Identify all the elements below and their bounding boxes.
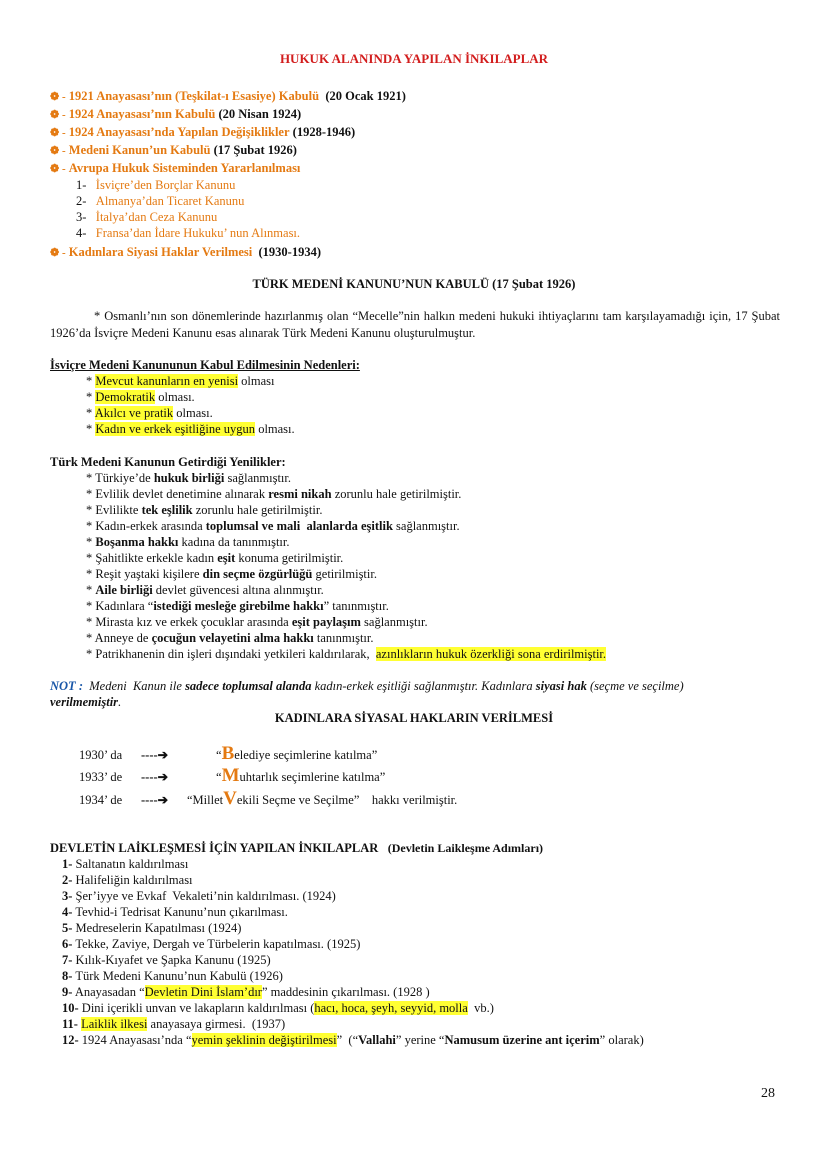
list-item: 1- İsviçre’den Borçlar Kanunu — [76, 178, 236, 192]
list-item: 8- Türk Medeni Kanunu’nun Kabulü (1926) — [62, 969, 283, 983]
list-item: 3- Şer’iyye ve Evkaf Vekaleti’nin kaldırılması. (1924) — [62, 889, 336, 903]
list-item: * Kadın ve erkek eşitliğine uygun olması. — [86, 422, 295, 436]
list-item: * Kadınlara “istediği mesleğe girebilme hakkı” tanınmıştır. — [86, 599, 389, 613]
list-item: * Mirasta kız ve erkek çocuklar arasında eşit paylaşım sağlanmıştır. — [86, 615, 428, 629]
list-item: * Mevcut kanunların en yenisi olması — [86, 374, 275, 388]
list-item: 4- Fransa’dan İdare Hukuku’ nun Alınması. — [76, 226, 301, 240]
arrow-icon: ----➔ — [141, 748, 169, 762]
paragraph: * Osmanlı’nın son dönemlerinde hazırlanmış olan “Mecelle”nin halkın medeni hukuki ihtiyaçlarını tam karşılayamadığı için, 17 Şubat 1926’da İsviçre Medeni Kanunu esas alınarak Türk Medeni Kanunu oluşturulmuştur. — [50, 309, 780, 340]
note: NOT : Medeni Kanun ile sadece toplumsal alanda kadın-erkek eşitliği sağlanmıştır. Kadınlara siyasi hak (seçme ve seçilme) — [50, 679, 684, 693]
list-item: * Şahitlikte erkekle kadın eşit konuma getirilmiştir. — [86, 551, 344, 565]
subheading: Türk Medeni Kanunun Getirdiği Yenilikler: — [50, 455, 286, 469]
reform-item: ❁ - Medeni Kanun’un Kabulü (17 Şubat 1926) — [50, 143, 297, 157]
list-item: * Patrikhanenin din işleri dışındaki yetkileri kaldırılarak, azınlıkların hukuk özerkliği sona erdirilmiştir. — [86, 647, 607, 661]
flower-bullet-icon: ❁ - — [50, 247, 66, 259]
list-item: * Akılcı ve pratik olması. — [86, 406, 213, 420]
page-title: HUKUK ALANINDA YAPILAN İNKILAPLAR — [279, 51, 549, 66]
flower-bullet-icon: ❁ - — [50, 163, 66, 175]
flower-bullet-icon: ❁ - — [50, 145, 66, 157]
arrow-icon: ----➔ — [141, 770, 169, 784]
flower-bullet-icon: ❁ - — [50, 91, 66, 103]
reform-item: ❁ - Avrupa Hukuk Sisteminden Yararlanılması — [50, 161, 301, 175]
list-item: 11- Laiklik ilkesi anayasaya girmesi. (1937) — [62, 1017, 286, 1031]
section-heading: KADINLARA SİYASAL HAKLARIN VERİLMESİ — [274, 711, 554, 725]
flower-bullet-icon: ❁ - — [50, 109, 66, 121]
timeline-row: 1934’ de ----➔ “MilletVekili Seçme ve Seçilme” hakkı verilmiştir. — [79, 788, 458, 809]
arrow-icon: ----➔ — [141, 793, 169, 807]
list-item: * Anneye de çocuğun velayetini alma hakkı tanınmıştır. — [86, 631, 374, 645]
list-item: 6- Tekke, Zaviye, Dergah ve Türbelerin kapatılması. (1925) — [62, 937, 361, 951]
list-item: * Türkiye’de hukuk birliği sağlanmıştır. — [86, 471, 292, 485]
list-item: * Demokratik olması. — [86, 390, 195, 404]
section-heading: DEVLETİN LAİKLEŞMESİ İÇİN YAPILAN İNKILAPLAR (Devletin Laikleşme Adımları) — [50, 841, 544, 855]
list-item: * Aile birliği devlet güvencesi altına alınmıştır. — [86, 583, 324, 597]
list-item: 2- Halifeliğin kaldırılması — [62, 873, 193, 887]
flower-bullet-icon: ❁ - — [50, 127, 66, 139]
timeline-row: 1933’ de ----➔ “Muhtarlık seçimlerine katılma” — [79, 765, 386, 786]
reform-item: ❁ - 1924 Anayasası’nın Kabulü (20 Nisan 1924) — [50, 107, 302, 121]
list-item: 12- 1924 Anayasası’nda “yemin şeklinin değiştirilmesi” (“Vallahi” yerine “Namusum üzerine ant içerim” olarak) — [62, 1033, 644, 1047]
list-item: 2- Almanya’dan Ticaret Kanunu — [76, 194, 245, 208]
note-label: NOT : — [50, 679, 83, 693]
list-item: 3- İtalya’dan Ceza Kanunu — [76, 210, 218, 224]
subheading: İsviçre Medeni Kanununun Kabul Edilmesinin Nedenleri: — [50, 358, 360, 372]
list-item: 7- Kılık-Kıyafet ve Şapka Kanunu (1925) — [62, 953, 271, 967]
reform-item: ❁ - Kadınlara Siyasi Haklar Verilmesi (1930-1934) — [50, 245, 321, 259]
list-item: * Evlilik devlet denetimine alınarak resmi nikah zorunlu hale getirilmiştir. — [86, 487, 462, 501]
section-heading: TÜRK MEDENİ KANUNU’NUN KABULÜ (17 Şubat 1926) — [252, 277, 576, 291]
reform-item: ❁ - 1921 Anayasası’nın (Teşkilat-ı Esasiye) Kabulü (20 Ocak 1921) — [50, 89, 406, 103]
list-item: * Evlilikte tek eşlilik zorunlu hale getirilmiştir. — [86, 503, 323, 517]
timeline-row: 1930’ da ----➔ “Belediye seçimlerine katılma” — [79, 743, 378, 764]
list-item: * Boşanma hakkı kadına da tanınmıştır. — [86, 535, 290, 549]
note-continued: verilmemiştir. — [50, 695, 122, 709]
list-item: * Reşit yaştaki kişilere din seçme özgürlüğü getirilmiştir. — [86, 567, 377, 581]
list-item: * Kadın-erkek arasında toplumsal ve mali alanlarda eşitlik sağlanmıştır. — [86, 519, 460, 533]
list-item: 5- Medreselerin Kapatılması (1924) — [62, 921, 242, 935]
reform-item: ❁ - 1924 Anayasası’nda Yapılan Değişiklikler (1928-1946) — [50, 125, 356, 139]
list-item: 9- Anayasadan “Devletin Dini İslam’dır” maddesinin çıkarılması. (1928 ) — [62, 985, 430, 999]
list-item: 4- Tevhid-i Tedrisat Kanunu’nun çıkarılması. — [62, 905, 288, 919]
list-item: 1- Saltanatın kaldırılması — [62, 857, 189, 871]
list-item: 10- Dini içerikli unvan ve lakapların kaldırılması (hacı, hoca, şeyh, seyyid, molla vb.) — [62, 1001, 494, 1015]
page-number: 28 — [761, 1086, 775, 1101]
